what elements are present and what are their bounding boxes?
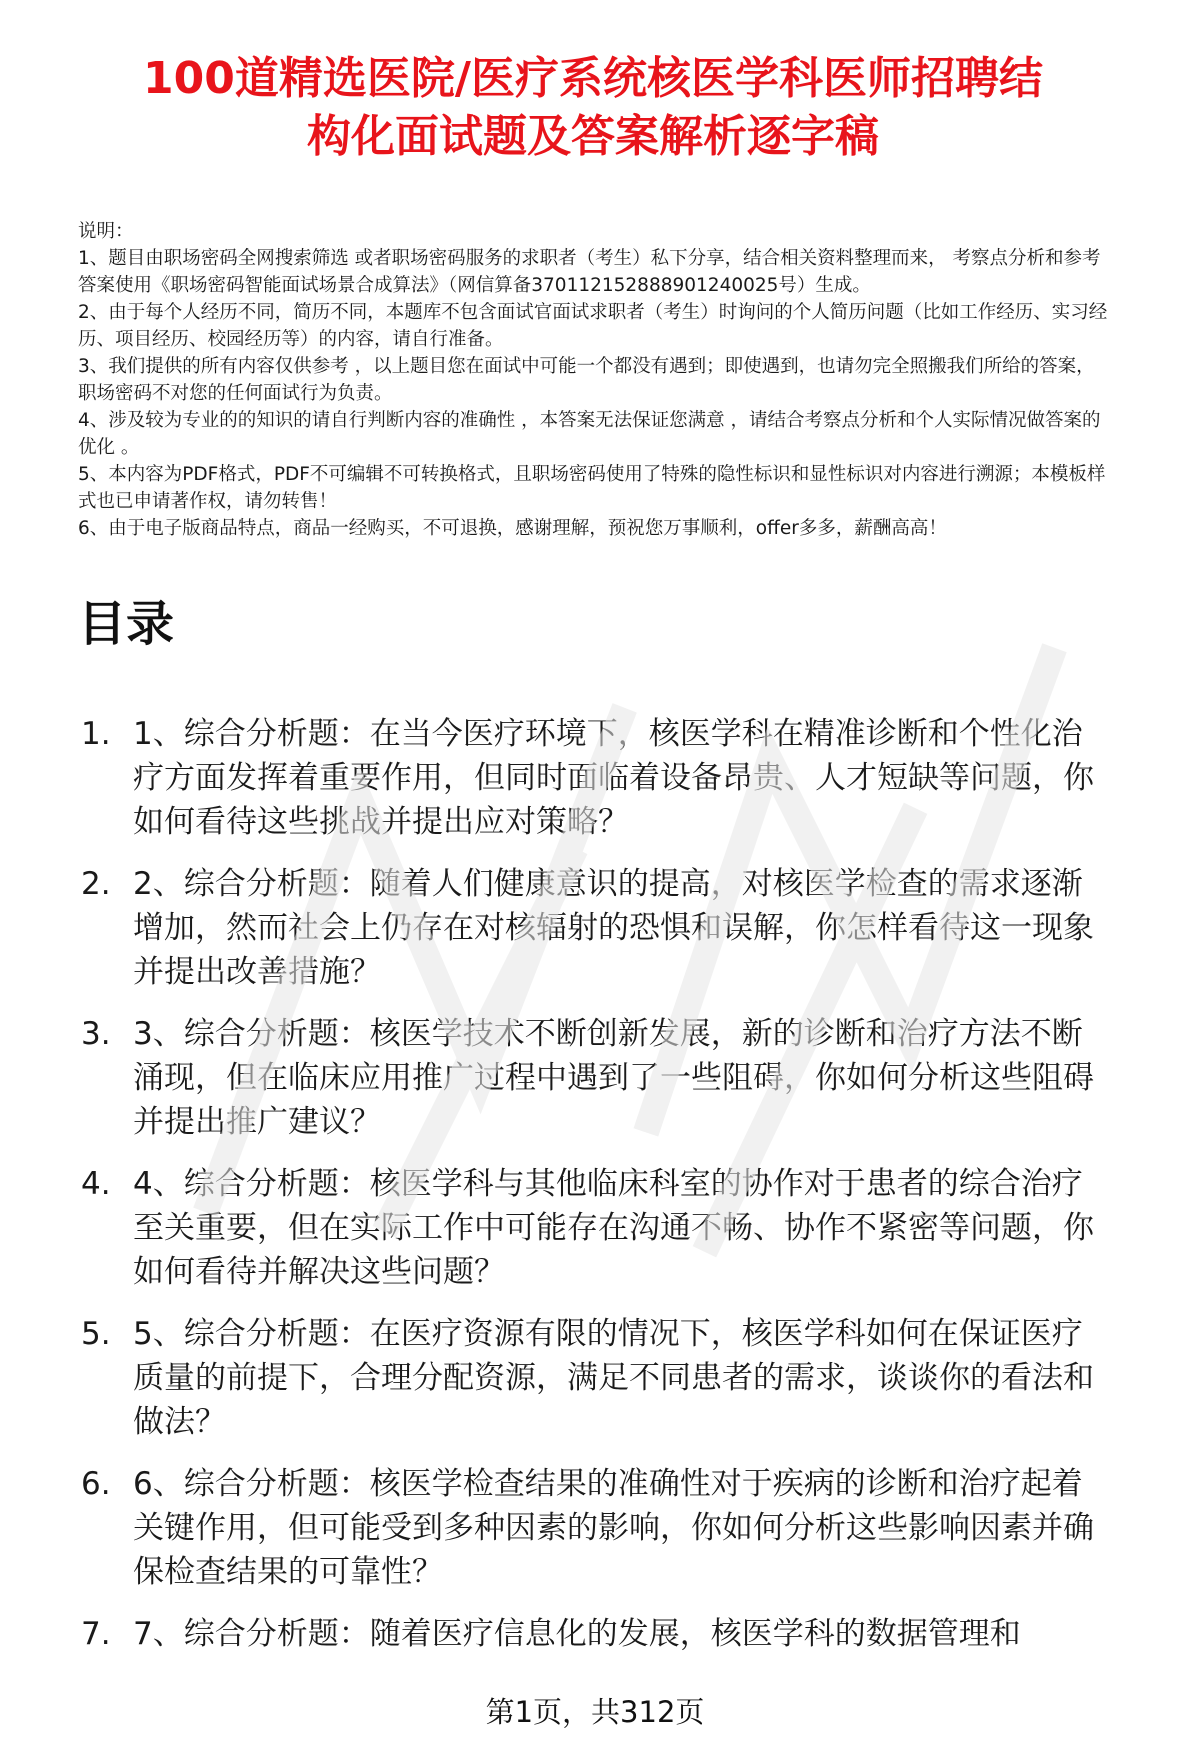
document-title bbox=[78, 50, 1108, 166]
toc-item-text[interactable]: 1、综合分析题：在当今医疗环境下，核医学科在精准诊断和个性化治疗方面发挥着重要作用，但同时面临着设备昂贵、人才短缺等问题，你如何看待这些挑战并提出应对策略？ bbox=[133, 716, 1094, 840]
page-footer: 第1页，共312页 bbox=[485, 1695, 705, 1729]
toc-item-number: 2. bbox=[81, 866, 111, 902]
title-line-1: 100道精选医院/医疗系统核医学科医师招聘结 bbox=[143, 53, 1043, 104]
toc-item[interactable] bbox=[78, 712, 1108, 844]
toc-item[interactable] bbox=[78, 1012, 1108, 1144]
toc-item[interactable] bbox=[78, 862, 1108, 994]
toc-item-number: 4. bbox=[81, 1166, 111, 1202]
toc-item-text[interactable]: 4、综合分析题：核医学科与其他临床科室的协作对于患者的综合治疗至关重要，但在实际工作中可能存在沟通不畅、协作不紧密等问题，你如何看待并解决这些问题？ bbox=[133, 1166, 1094, 1290]
toc-item[interactable] bbox=[78, 1612, 1108, 1656]
toc-item[interactable] bbox=[78, 1462, 1108, 1594]
note-item-5: 5、本内容为PDF格式，PDF不可编辑不可转换格式，且职场密码使用了特殊的隐性标识和显性标识对内容进行溯源；本模板样式也已申请著作权，请勿转售！ bbox=[78, 464, 1106, 512]
toc-item-number: 1. bbox=[81, 716, 111, 752]
toc-item-text[interactable]: 3、综合分析题：核医学技术不断创新发展，新的诊断和治疗方法不断涌现，但在临床应用推广过程中遇到了一些阻碍，你如何分析这些阻碍并提出推广建议？ bbox=[133, 1016, 1094, 1140]
note-item-3: 3、我们提供的所有内容仅供参考 ，以上题目您在面试中可能一个都没有遇到；即使遇到，也请勿完全照搬我们所给的答案，职场密码不对您的任何面试行为负责。 bbox=[78, 356, 1095, 404]
notes-section bbox=[78, 218, 1108, 542]
title-line-2: 构化面试题及答案解析逐字稿 bbox=[307, 111, 879, 162]
notes-label: 说明： bbox=[78, 221, 134, 242]
note-item-2: 2、由于每个人经历不同，简历不同，本题库不包含面试官面试求职者（考生）时询问的个人简历问题（比如工作经历、实习经历、项目经历、校园经历等）的内容，请自行准备。 bbox=[78, 302, 1108, 350]
toc-heading: 目录 bbox=[78, 596, 175, 652]
toc-item[interactable] bbox=[78, 1162, 1108, 1294]
note-item-1: 1、题目由职场密码全网搜索筛选 或者职场密码服务的求职者（考生）私下分享，结合相关资料整理而来， 考察点分析和参考答案使用《职场密码智能面试场景合成算法》（网信算备370112152888901240025号）生成。 bbox=[78, 248, 1101, 296]
toc-item-number: 3. bbox=[81, 1016, 111, 1052]
toc-item-text[interactable]: 7、综合分析题：随着医疗信息化的发展，核医学科的数据管理和 bbox=[133, 1616, 1021, 1652]
note-item-4: 4、涉及较为专业的的知识的请自行判断内容的准确性 ，本答案无法保证您满意 ，请结合考察点分析和个人实际情况做答案的优化 。 bbox=[78, 410, 1101, 458]
toc-item-number: 6. bbox=[81, 1466, 111, 1502]
toc-item[interactable] bbox=[78, 1312, 1108, 1444]
note-item-6: 6、由于电子版商品特点，商品一经购买，不可退换，感谢理解，预祝您万事顺利，offer多多，薪酬高高！ bbox=[78, 518, 947, 539]
toc-item-text[interactable]: 6、综合分析题：核医学检查结果的准确性对于疾病的诊断和治疗起着关键作用，但可能受到多种因素的影响，你如何分析这些影响因素并确保检查结果的可靠性？ bbox=[133, 1466, 1094, 1590]
toc-item-number: 7. bbox=[81, 1616, 111, 1652]
toc-item-text[interactable]: 5、综合分析题：在医疗资源有限的情况下，核医学科如何在保证医疗质量的前提下，合理分配资源，满足不同患者的需求，谈谈你的看法和做法？ bbox=[133, 1316, 1094, 1440]
toc-item-text[interactable]: 2、综合分析题：随着人们健康意识的提高，对核医学检查的需求逐渐增加，然而社会上仍存在对核辐射的恐惧和误解，你怎样看待这一现象并提出改善措施？ bbox=[133, 866, 1094, 990]
toc-list bbox=[78, 712, 1108, 1656]
toc-item-number: 5. bbox=[81, 1316, 111, 1352]
